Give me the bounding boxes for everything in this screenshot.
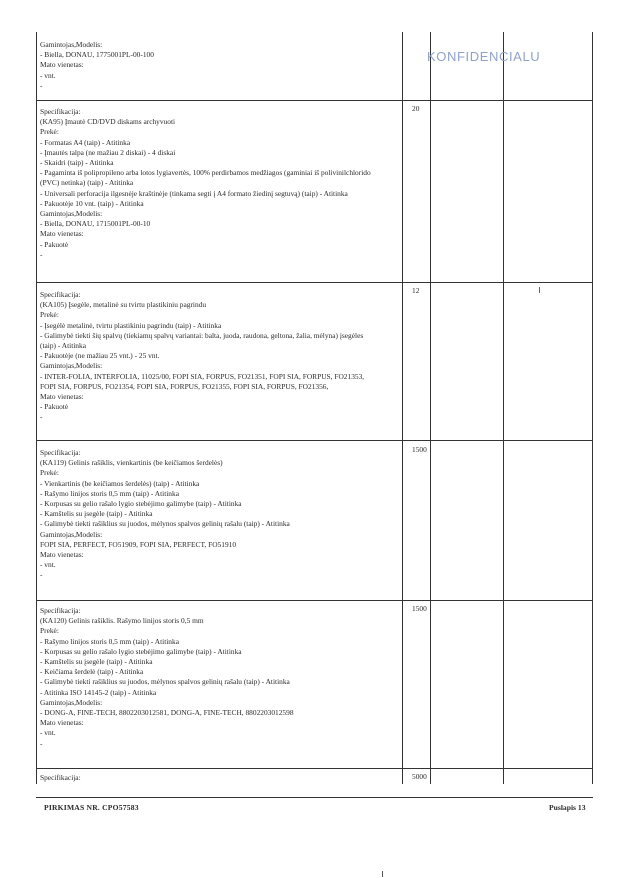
spec-line: Specifikacija: (40, 290, 81, 299)
spec-cell-4 (40, 606, 396, 749)
spec-line: FOPI SIA, FORPUS, FO21354, FOPI SIA, FORPUS, FO21355, FOPI SIA, FORPUS, FO21356, (40, 381, 329, 391)
spec-line: (PVC) netinka) (taip) - Atitinka (40, 178, 134, 188)
spec-line: - Biella, DONAU, 1715001PL-00-10 (40, 219, 151, 229)
spec-line: - Įmautės talpa (ne mažiau 2 diskai) - 4 diskai (40, 147, 176, 157)
spec-line: (KA95) Įmautė CD/DVD diskams archyvuoti (40, 117, 176, 127)
spec-line: - vnt. (40, 728, 56, 738)
col-line-qty-right (430, 32, 431, 784)
spec-line: Prekė: (40, 310, 59, 320)
spec-line: - (40, 570, 43, 580)
confidential-watermark: KONFIDENCIALU (427, 49, 541, 64)
spec-line: (taip) - Atitinka (40, 341, 86, 351)
spec-line: - INTER-FOLIA, INTERFOLIA, 11025/00, FOPI SIA, FORPUS, FO21351, FOPI SIA, FORPUS, FO21353, (40, 371, 365, 381)
spec-line: - Universali perforacija ilgesnėje kraštinėje (tinkama segti į A4 formato žiedinį segtuvą) (taip) - Atitinka (40, 188, 348, 198)
spec-line: (KA120) Gelinis rašiklis. Rašymo linijos storis 0,5 mm (40, 616, 204, 626)
spec-cell-2 (40, 290, 396, 423)
spec-cell-5 (40, 773, 396, 783)
spec-line: (KA119) Gelinis rašiklis, vienkartinis (be keičiamos šerdelės) (40, 458, 223, 468)
spec-line: FOPI SIA, PERFECT, FO51909, FOPI SIA, PERFECT, FO51910 (40, 539, 237, 549)
procurement-number: PIRKIMAS NR. CPO57583 (44, 803, 139, 812)
spec-line: - (40, 249, 43, 259)
spec-line: - Kamštelis su įsegėle (taip) - Atitinka (40, 509, 153, 519)
page-number: Puslapis 13 (549, 803, 586, 812)
scan-tick (382, 871, 383, 877)
spec-cell-3 (40, 448, 396, 581)
quantity-cell: 1500 (412, 604, 427, 613)
col-line-price (503, 32, 504, 784)
spec-line: - vnt. (40, 70, 56, 80)
spec-line: - Rašymo linijos storis 0,5 mm (taip) - Atitinka (40, 488, 179, 498)
spec-line: - Pakuotė (40, 239, 69, 249)
spec-line: - Įsegėlė metalinė, tvirtu plastikiniu pagrindu (taip) - Atitinka (40, 320, 222, 330)
spec-line: Mato vienetas: (40, 229, 84, 239)
spec-line: - Galimybė tiekti rašiklius su juodos, mėlynos spalvos gelinių rašalu (taip) - Atitinka (40, 519, 290, 529)
quantity-cell: 1500 (412, 445, 427, 454)
spec-line: - Pakuotėje (ne mažiau 25 vnt.) - 25 vnt. (40, 351, 160, 361)
spec-line: - Keičiama šerdelė (taip) - Atitinka (40, 667, 144, 677)
spec-line: Specifikacija: (40, 773, 81, 782)
row-separator (36, 282, 593, 283)
spec-line: Specifikacija: (40, 107, 81, 116)
spec-line: - Atitinka ISO 14145-2 (taip) - Atitinka (40, 687, 157, 697)
col-line-qty-left (402, 32, 403, 784)
row-separator (36, 100, 593, 101)
spec-cell-0 (40, 40, 396, 91)
spec-line: Gamintojas,Modelis: (40, 40, 103, 49)
spec-cell-1 (40, 107, 396, 260)
spec-line: - vnt. (40, 560, 56, 570)
spec-line: Specifikacija: (40, 448, 81, 457)
spec-line: - DONG-A, FINE-TECH, 8802203012581, DONG-A, FINE-TECH, 8802203012598 (40, 708, 294, 718)
row-separator (36, 600, 593, 601)
quantity-cell: 5000 (412, 772, 427, 781)
quantity-cell: 12 (412, 286, 420, 295)
spec-line: Prekė: (40, 626, 59, 636)
spec-line: - Pagaminta iš polipropileno arba lotos lygiavertės, 100% perdirbamos medžiagos (gaminiai iš polivinilchlorido (40, 168, 371, 178)
spec-line: - Biella, DONAU, 1775001PL-00-100 (40, 50, 154, 60)
spec-line: Mato vienetas: (40, 550, 84, 560)
spec-line: Gamintojas,Modelis: (40, 697, 103, 707)
col-line-right (592, 32, 593, 784)
spec-line: - Kamštelis su įsegėle (taip) - Atitinka (40, 657, 153, 667)
spec-line: - (40, 412, 43, 422)
spec-line: Mato vienetas: (40, 718, 84, 728)
spec-line: - Galimybė tiekti šių spalvų (tiekiamų spalvų variantai: balta, juoda, raudona, geltona, žalia, mėlyna) įsegėles (40, 330, 364, 340)
footer-rule (36, 797, 593, 798)
spec-line: Mato vienetas: (40, 60, 84, 70)
spec-line: Gamintojas,Modelis: (40, 361, 103, 371)
spec-line: - (40, 738, 43, 748)
spec-line: - Skaidri (taip) - Atitinka (40, 158, 114, 168)
spec-line: - Galimybė tiekti rašiklius su juodos, mėlynos spalvos gelinių rašalu (taip) - Atitinka (40, 677, 290, 687)
spec-line: - Pakuotė (40, 402, 69, 412)
spec-line: - Formatas A4 (taip) - Atitinka (40, 137, 131, 147)
quantity-cell: 20 (412, 104, 420, 113)
spec-line: Prekė: (40, 127, 59, 137)
col-line-left (36, 32, 37, 784)
spec-line: - (40, 80, 43, 90)
scan-mark (539, 287, 540, 293)
spec-line: Prekė: (40, 468, 59, 478)
spec-line: - Vienkartinis (be keičiamos šerdelės) (taip) - Atitinka (40, 478, 200, 488)
spec-line: - Rašymo linijos storis 0,5 mm (taip) - Atitinka (40, 636, 179, 646)
spec-line: Mato vienetas: (40, 392, 84, 402)
spec-line: - Korpusas su gelio rašalo lygio stebėjimo galimybe (taip) - Atitinka (40, 646, 242, 656)
spec-line: Gamintojas,Modelis: (40, 209, 103, 219)
spec-line: (KA105) Įsegėle, metalinė su tvirtu plastikiniu pagrindu (40, 300, 207, 310)
spec-line: - Pakuotėje 10 vnt. (taip) - Atitinka (40, 198, 144, 208)
spec-line: Gamintojas,Modelis: (40, 529, 103, 539)
spec-line: - Korpusas su gelio rašalo lygio stebėjimo galimybe (taip) - Atitinka (40, 499, 242, 509)
spec-line: Specifikacija: (40, 606, 81, 615)
row-separator (36, 440, 593, 441)
row-separator (36, 768, 593, 769)
